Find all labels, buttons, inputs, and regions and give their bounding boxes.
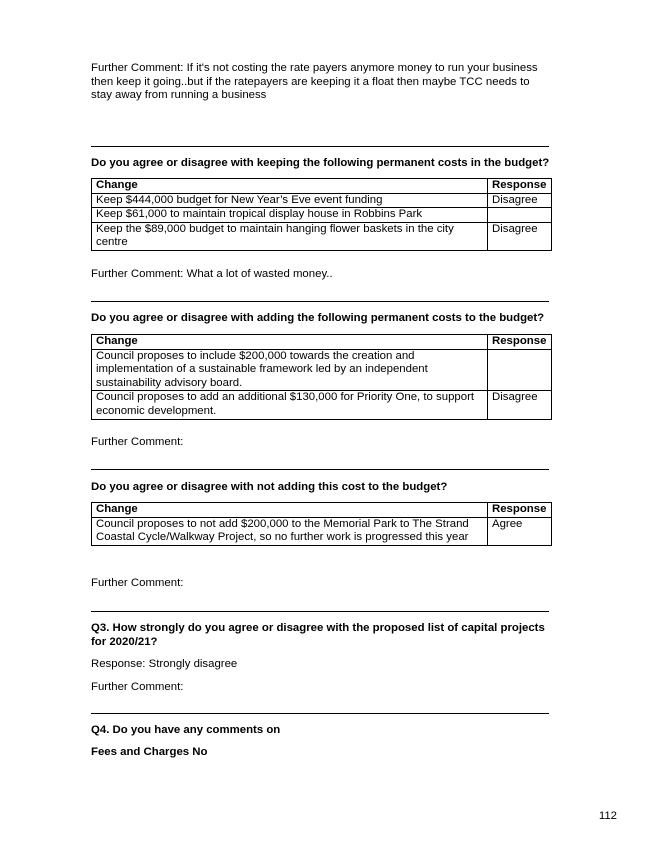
change-cell: Council proposes to add an additional $130,000 for Priority One, to support economic development. [92, 391, 488, 419]
response-cell [488, 349, 552, 391]
page-number: 112 [598, 810, 617, 822]
change-cell: Council proposes to not add $200,000 to the Memorial Park to The Strand Coastal Cycle/Walkway Project, so no further work is progressed this year [92, 517, 488, 545]
table-header-row [92, 335, 552, 350]
change-cell: Keep $61,000 to maintain tropical display house in Robbins Park [92, 208, 488, 223]
change-cell: Council proposes to include $200,000 towards the creation and implementation of a sustainable framework led by an independent sustainability advisory board. [92, 349, 488, 391]
section1-table [91, 178, 552, 251]
divider [91, 146, 549, 147]
section1-question: Do you agree or disagree with keeping the following permanent costs in the budget? [91, 157, 550, 169]
section3-question: Do you agree or disagree with not adding this cost to the budget? [91, 481, 448, 493]
table-row [92, 222, 552, 250]
divider [91, 301, 549, 302]
q3-response: Response: Strongly disagree [91, 658, 238, 670]
divider [91, 713, 549, 714]
section2-table [91, 334, 552, 420]
header-change: Change [92, 179, 488, 194]
q4-question: Q4. Do you have any comments on [91, 724, 281, 736]
response-cell [488, 208, 552, 223]
change-cell: Keep the $89,000 budget to maintain hanging flower baskets in the city centre [92, 222, 488, 250]
q3-question: Q3. How strongly do you agree or disagree with the proposed list of capital projects for 2020/21? [91, 622, 545, 648]
change-cell: Keep $444,000 budget for New Year’s Eve event funding [92, 193, 488, 208]
table-header-row [92, 179, 552, 194]
q3-comment: Further Comment: [91, 681, 184, 693]
section2-comment: Further Comment: [91, 436, 184, 448]
intro-comment: Further Comment: If it's not costing the rate payers anymore money to run your business then keep it going..but if the ratepayers are keeping it a float then maybe TCC needs to stay away from running a business [91, 62, 538, 102]
header-response: Response [488, 179, 552, 194]
table-row [92, 517, 552, 545]
section3-comment: Further Comment: [91, 577, 184, 589]
response-cell: Disagree [488, 391, 552, 419]
section2-question: Do you agree or disagree with adding the following permanent costs to the budget? [91, 312, 545, 324]
header-response: Response [488, 503, 552, 518]
table-row [92, 391, 552, 419]
response-cell: Agree [488, 517, 552, 545]
table-row [92, 193, 552, 208]
header-response: Response [488, 335, 552, 350]
table-row [92, 208, 552, 223]
section1-comment: Further Comment: What a lot of wasted money.. [91, 268, 333, 280]
header-change: Change [92, 503, 488, 518]
response-cell: Disagree [488, 222, 552, 250]
section3-table [91, 502, 552, 546]
table-header-row [92, 503, 552, 518]
header-change: Change [92, 335, 488, 350]
response-cell: Disagree [488, 193, 552, 208]
divider [91, 469, 549, 470]
q4-subheading: Fees and Charges No [91, 746, 208, 758]
divider [91, 611, 549, 612]
table-row [92, 349, 552, 391]
